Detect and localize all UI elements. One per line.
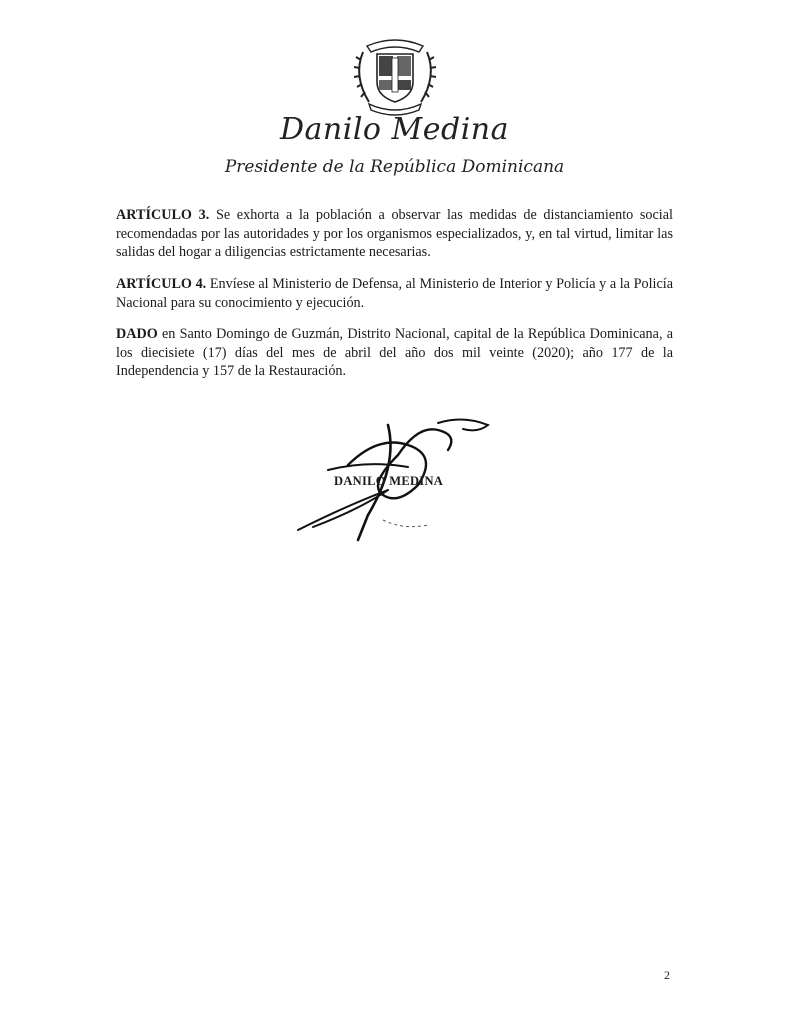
dado-label: DADO (116, 326, 158, 342)
letterhead-title: Presidente de la República Dominicana (224, 157, 565, 177)
letterhead-name: Danilo Medina (279, 112, 510, 147)
signer-name: DANILO MEDINA (334, 474, 444, 488)
coat-of-arms-icon (349, 32, 441, 116)
dado-text: en Santo Domingo de Guzmán, Distrito Nacional, capital de la República Dominicana, a los diecisiete (17) días del mes de abril del año dos mil veinte (2020); año 177 de la Independencia y 157 de la Restauración. (116, 326, 673, 379)
article-4-text: Envíese al Ministerio de Defensa, al Ministerio de Interior y Policía y a la Policía Nacional para su conocimiento y ejecución. (116, 276, 673, 311)
page-number: 2 (664, 968, 670, 982)
dado-paragraph (116, 325, 673, 381)
article-4-paragraph (116, 275, 673, 312)
article-3-label: ARTÍCULO 3. (116, 207, 210, 223)
article-3-text: Se exhorta a la población a observar las medidas de distanciamiento social recomendadas por las autoridades y por los organismos especializados, y, en tal virtud, limitar las salidas del hogar a diligencias estrictamente necesarias. (116, 207, 673, 260)
article-4-label: ARTÍCULO 4. (116, 276, 207, 292)
article-3-paragraph (116, 206, 673, 262)
